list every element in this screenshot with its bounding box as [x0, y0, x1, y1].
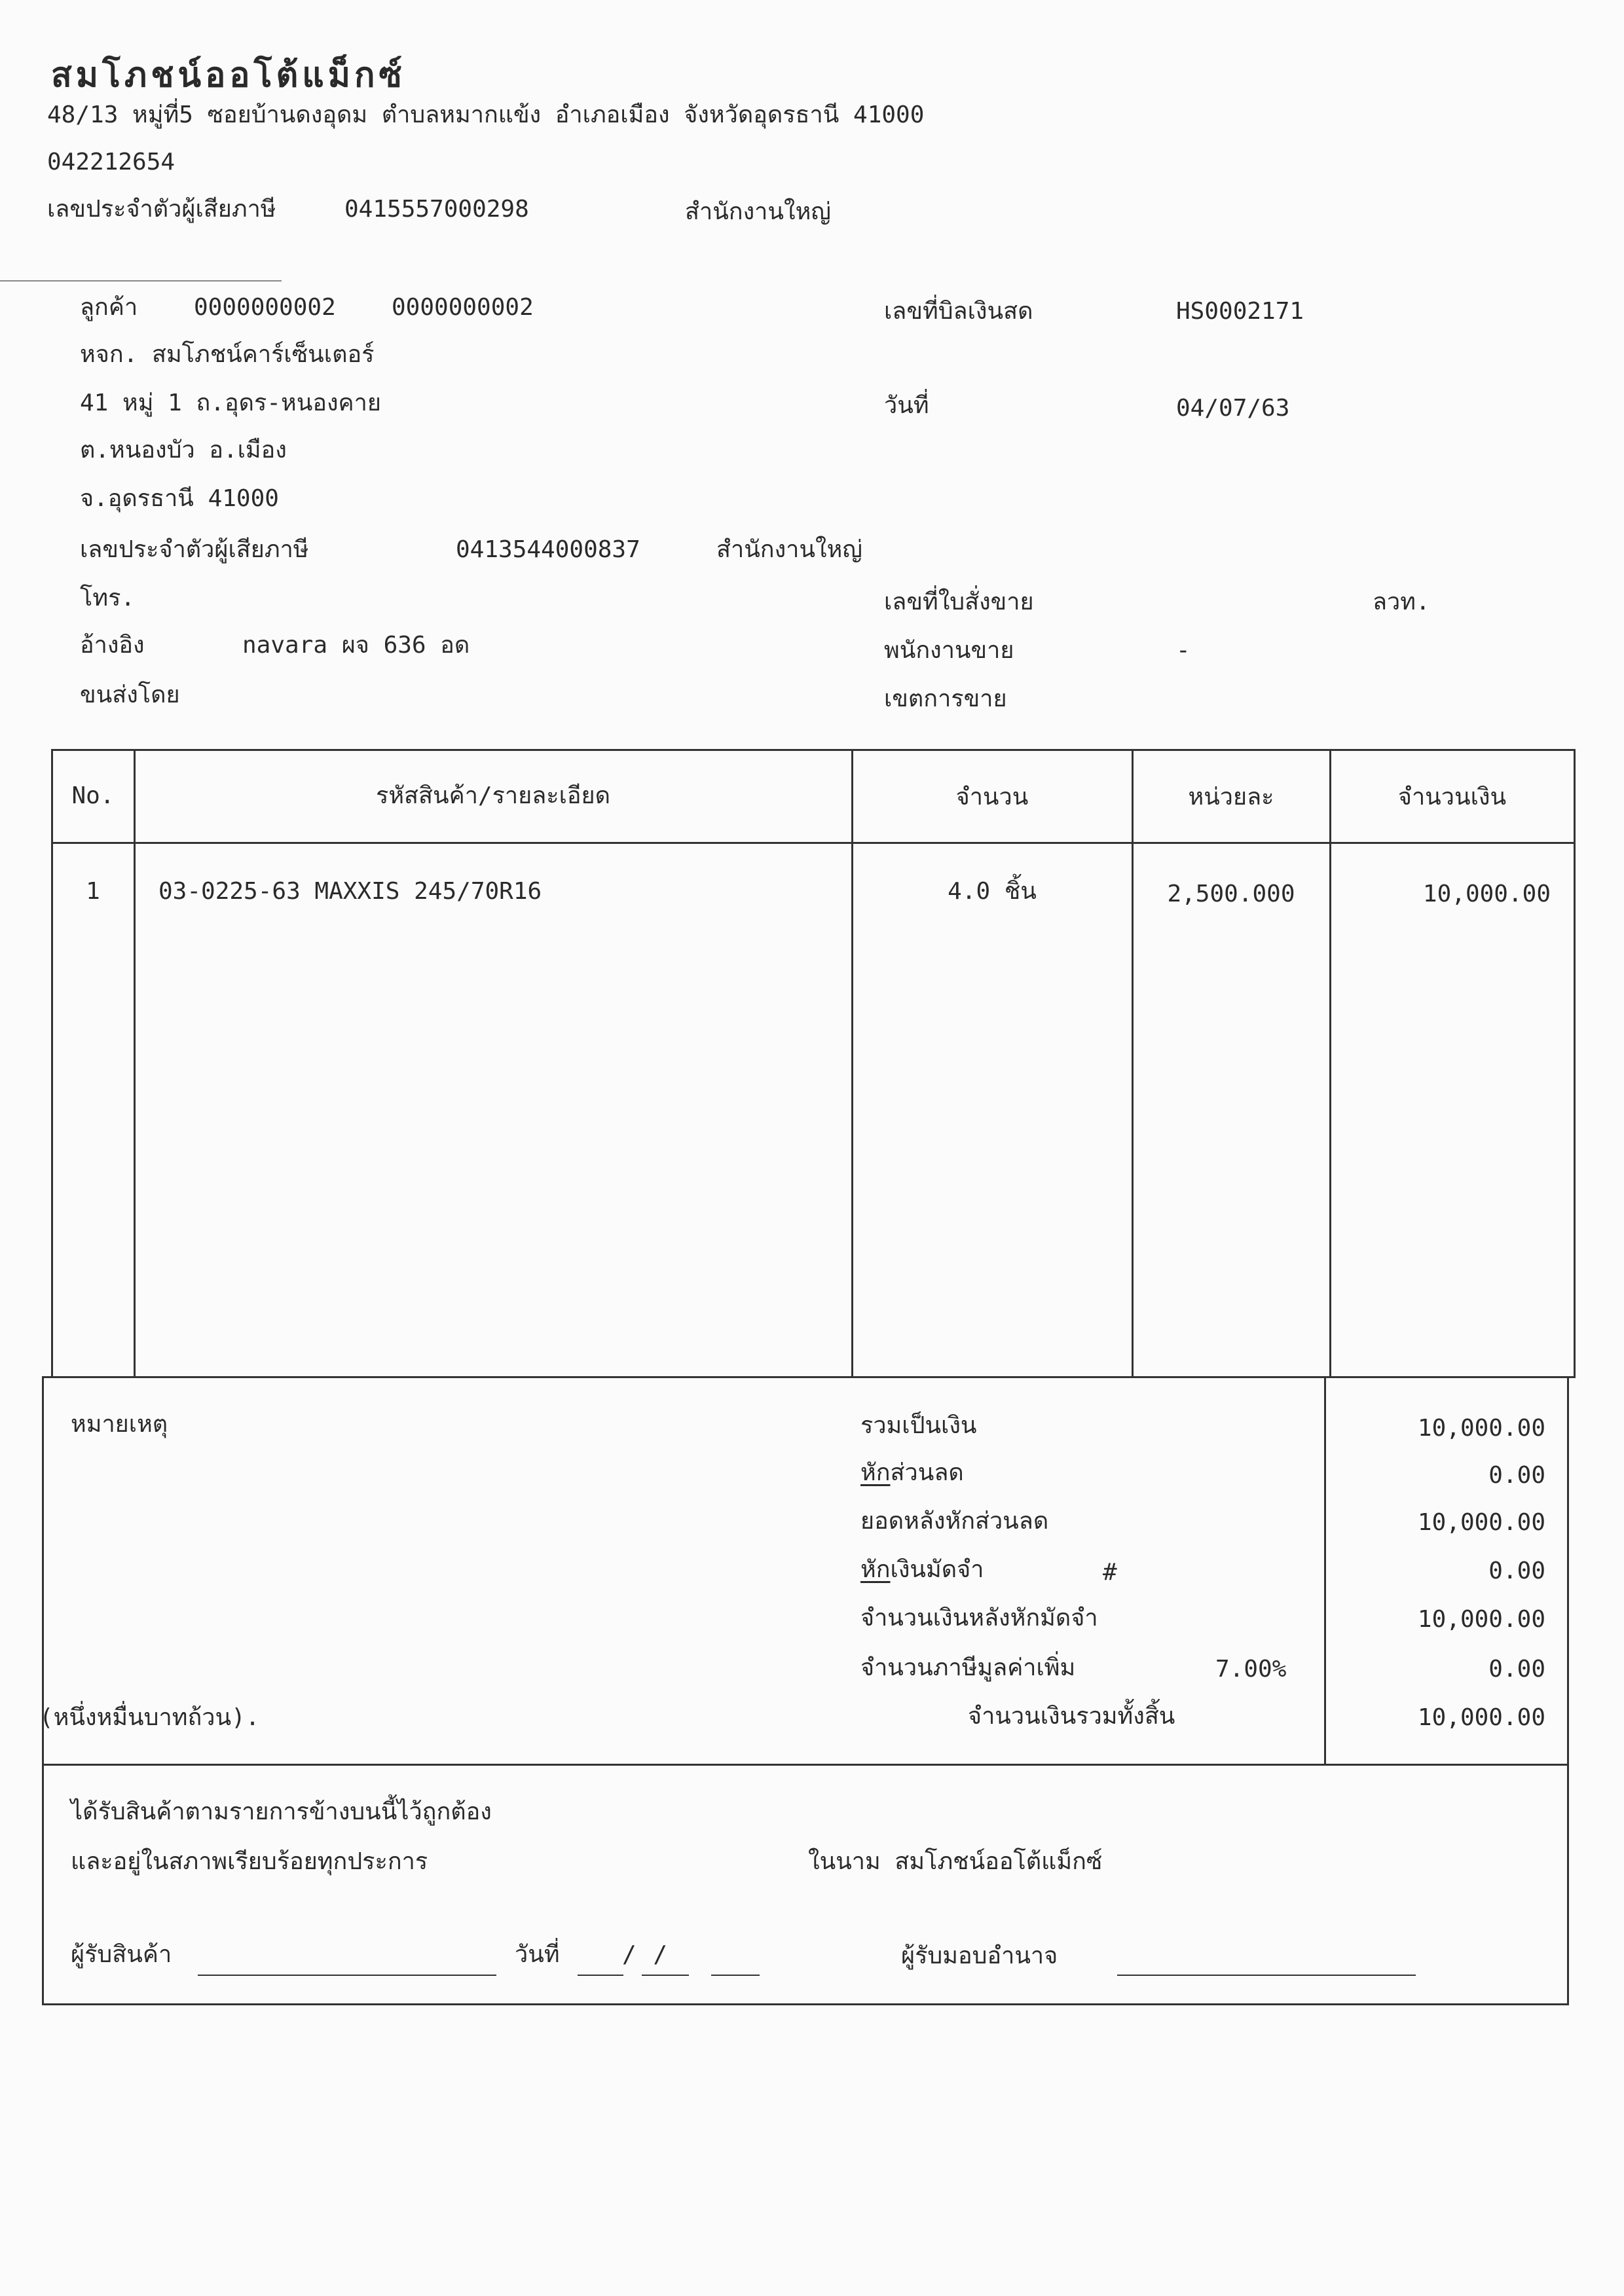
table-col-line	[51, 749, 53, 1377]
customer-tax-id: 0413544000837	[456, 536, 640, 563]
discount-text: ส่วนลด	[890, 1459, 964, 1486]
received-line-2: และอยู่ในสภาพเรียบร้อยทุกประการ	[71, 1848, 428, 1875]
authorized-label: ผู้รับมอบอำนาจ	[901, 1942, 1058, 1969]
salesperson-label: พนักงานขาย	[884, 637, 1014, 664]
discount-value: 0.00	[1488, 1462, 1545, 1489]
sales-area-label: เขตการขาย	[884, 685, 1007, 712]
table-bottom-border	[42, 1376, 1576, 1378]
receive-date-day-line	[578, 1975, 623, 1976]
bill-no-value: HS0002171	[1176, 298, 1304, 325]
row-amount: 10,000.00	[1422, 881, 1551, 907]
deposit-text: เงินมัดจำ	[890, 1556, 984, 1583]
row-quantity: 4.0 ชิ้น	[948, 878, 1037, 905]
deposit-value: 0.00	[1488, 1558, 1545, 1584]
table-col-line	[1574, 749, 1576, 1377]
table-top-border	[51, 749, 1576, 751]
after-discount-label: ยอดหลังหักส่วนลด	[860, 1508, 1049, 1535]
company-tax-label: เลขประจำตัวผู้เสียภาษี	[47, 196, 276, 223]
customer-address-2: ต.หนองบัว อ.เมือง	[80, 437, 287, 464]
customer-branch: สำนักงานใหญ่	[716, 536, 862, 563]
discount-prefix: หัก	[860, 1459, 891, 1486]
customer-ref-value: navara ผจ 636 อด	[242, 632, 470, 659]
receive-date-label: วันที่	[515, 1941, 560, 1968]
vat-label: จำนวนภาษีมูลค่าเพิ่ม	[860, 1654, 1076, 1681]
company-name: สมโภชน์ออโต้แม็กซ์	[51, 55, 406, 95]
total-value: 10,000.00	[1417, 1704, 1545, 1731]
summary-col-line	[1324, 1376, 1326, 1764]
receiver-signature-line	[198, 1975, 496, 1976]
company-address: 48/13 หมู่ที่5 ซอยบ้านดงอุดม ตำบลหมากแข้ง อำเภอเมือง จังหวัดอุดรธานี 41000	[47, 101, 925, 128]
header-rule	[0, 280, 282, 282]
company-phone: 042212654	[47, 149, 175, 175]
bill-no-label: เลขที่บิลเงินสด	[884, 298, 1033, 325]
header-unit-price: หน่วยละ	[1188, 784, 1274, 811]
customer-name: หจก. สมโภชน์คาร์เซ็นเตอร์	[80, 341, 375, 368]
table-header-border	[51, 842, 1576, 844]
sales-order-value: ลวท.	[1373, 589, 1430, 615]
company-branch: สำนักงานใหญ่	[685, 198, 831, 225]
receive-date-year-line	[711, 1975, 760, 1976]
header-amount: จำนวนเงิน	[1397, 784, 1507, 811]
table-col-line	[1329, 749, 1331, 1377]
deposit-mark: #	[1103, 1559, 1117, 1586]
header-quantity: จำนวน	[955, 784, 1029, 811]
deposit-label	[860, 1556, 984, 1584]
subtotal-label: รวมเป็นเงิน	[860, 1412, 977, 1439]
footer-bottom-border	[42, 2003, 1569, 2005]
receive-date-month-line	[642, 1975, 689, 1976]
after-discount-value: 10,000.00	[1417, 1509, 1545, 1536]
customer-address-1: 41 หมู่ 1 ถ.อุดร-หนองคาย	[80, 390, 381, 416]
salesperson-value: -	[1176, 637, 1190, 664]
customer-address-3: จ.อุดรธานี 41000	[80, 485, 279, 512]
customer-ref-label: อ้างอิง	[80, 632, 145, 659]
customer-code-2: 0000000002	[392, 294, 534, 321]
row-unit-price: 2,500.000	[1167, 881, 1295, 907]
after-deposit-value: 10,000.00	[1417, 1606, 1545, 1633]
customer-tax-label: เลขประจำตัวผู้เสียภาษี	[80, 536, 309, 563]
bill-date-label: วันที่	[884, 392, 929, 419]
customer-phone-label: โทร.	[80, 585, 136, 611]
after-deposit-label: จำนวนเงินหลังหักมัดจำ	[860, 1605, 1098, 1631]
sales-order-label: เลขที่ใบสั่งขาย	[884, 589, 1034, 615]
summary-right-border	[1567, 1376, 1569, 2005]
vat-rate: 7.00%	[1215, 1656, 1287, 1683]
row-description: 03-0225-63 MAXXIS 245/70R16	[158, 878, 542, 905]
table-col-line	[1132, 749, 1134, 1377]
table-col-line	[851, 749, 853, 1377]
receive-date-slashes: / /	[622, 1941, 669, 1968]
row-no: 1	[86, 878, 100, 905]
customer-ship-label: ขนส่งโดย	[80, 682, 180, 708]
authorized-signature-line	[1117, 1975, 1416, 1976]
summary-left-border	[42, 1376, 44, 2005]
customer-label: ลูกค้า	[80, 294, 138, 321]
receiver-label: ผู้รับสินค้า	[71, 1941, 172, 1968]
vat-value: 0.00	[1488, 1656, 1545, 1683]
amount-in-words: (หนึ่งหมื่นบาทถ้วน).	[39, 1704, 260, 1731]
received-line-1: ได้รับสินค้าตามรายการข้างบนนี้ไว้ถูกต้อง	[71, 1798, 492, 1825]
summary-bottom-border	[42, 1764, 1569, 1766]
total-label: จำนวนเงินรวมทั้งสิ้น	[968, 1703, 1175, 1730]
on-behalf-of: ในนาม สมโภชน์ออโต้แม็กซ์	[808, 1848, 1103, 1875]
bill-date-value: 04/07/63	[1176, 395, 1290, 422]
company-tax-id: 0415557000298	[344, 196, 529, 223]
table-col-line	[134, 749, 136, 1377]
customer-code-1: 0000000002	[194, 294, 336, 321]
discount-label	[860, 1459, 964, 1487]
header-no: No.	[71, 782, 115, 809]
remark-label: หมายเหตุ	[71, 1411, 168, 1438]
subtotal-value: 10,000.00	[1417, 1415, 1545, 1442]
deposit-prefix: หัก	[860, 1556, 891, 1583]
header-description: รหัสสินค้า/รายละเอียด	[375, 782, 611, 809]
